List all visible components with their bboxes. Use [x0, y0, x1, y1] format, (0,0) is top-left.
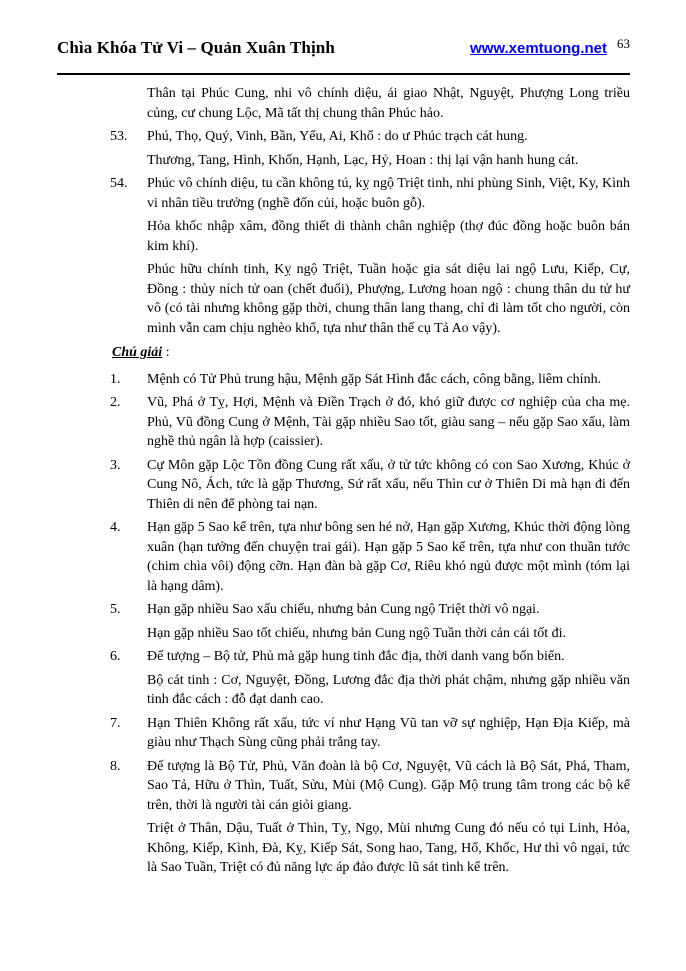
- document-body: [110, 84, 630, 882]
- paragraph-text: Hạn Thiên Không rất xấu, tức ví như Hạng Vũ tan vỡ sự nghiệp, Hạn Địa Kiếp, mà giàu như Thạch Sùng cũng phải trắng tay.: [147, 715, 630, 750]
- header-right: [470, 36, 630, 57]
- upper-section: [110, 84, 630, 338]
- page-number: 63: [617, 36, 630, 51]
- item-number: 53.: [110, 129, 128, 144]
- item-number: 54.: [110, 176, 128, 191]
- notes-section: [110, 370, 630, 878]
- paragraph-text: Cự Môn gặp Lộc Tồn đồng Cung rất xấu, ở tử tức không có con Sao Xương, Khúc ở Cung Nô, Ách, tức là gặp Thương, Sứ rất xấu, nếu Thìn cư ở Thiên Di mà hạn đi đến Thiên di nên để phòng tai nạn.: [147, 457, 630, 512]
- paragraph: [147, 819, 630, 878]
- website-link[interactable]: www.xemtuong.net: [470, 40, 607, 57]
- item-number: 6.: [110, 649, 121, 664]
- book-title: Chìa Khóa Tử Vi – Quản Xuân Thịnh: [57, 38, 335, 57]
- paragraph: [147, 624, 630, 644]
- paragraph-text: Hạn gặp 5 Sao kể trên, tựa như bông sen hé nở, Hạn gặp Xương, Khúc thời động lòng xuân (hạn tưởng đến chuyện trai gái). Hạn gặp 5 Sao kể trên, tựa như con thuần tước (chim chìa vôi) động cỡn. Hạn đàn bà gặp Cơ, Riêu khó ngủ được một mình (tóm lại là hạng dâm).: [147, 520, 630, 594]
- item-number: 3.: [110, 457, 121, 473]
- item-number: 4.: [110, 520, 121, 535]
- paragraph-text: Thân tại Phúc Cung, nhi vô chính diệu, ái giao Nhật, Nguyệt, Phượng Long triều củng, cư chung Lộc, Mã tất thị chung thân Phúc hảo.: [147, 86, 630, 121]
- paragraph: [147, 84, 630, 123]
- paragraph-text: Thương, Tang, Hình, Khốn, Hạnh, Lạc, Hỷ, Hoan : thị lại vận hanh hung cát.: [147, 152, 579, 168]
- paragraph-text: Hỏa khốc nhập xâm, đồng thiết di thành chân nghiệp (thợ đúc đồng hoặc buôn bán kim khí).: [147, 219, 630, 254]
- paragraph-text: Đế tượng – Bộ tử, Phủ mà gặp hung tinh đắc địa, thời danh vang bốn biển.: [147, 649, 565, 664]
- numbered-item: [110, 647, 630, 667]
- paragraph: [147, 217, 630, 256]
- section-heading-label: Chú giải: [112, 345, 163, 360]
- section-heading: [112, 343, 630, 363]
- page-header: [57, 38, 630, 58]
- numbered-item: [110, 757, 630, 816]
- item-number: 8.: [110, 758, 121, 774]
- paragraph-text: Mệnh có Tử Phủ trung hậu, Mệnh gặp Sát Hình đắc cách, công bằng, liêm chính.: [147, 371, 602, 387]
- numbered-item: [110, 518, 630, 596]
- paragraph-text: Phúc vô chính diệu, tu cần không tú, kỵ ngộ Triệt tinh, nhi phùng Sinh, Việt, Ky, Kình vi nhân tiều trưởng (nghề đốn củi, hoặc buôn gỗ).: [147, 176, 630, 211]
- numbered-item: [110, 174, 630, 213]
- paragraph-text: Hạn gặp nhiều Sao xấu chiếu, nhưng bản Cung ngộ Triệt thời vô ngại.: [147, 602, 540, 617]
- numbered-item: [110, 714, 630, 753]
- paragraph-text: Phú, Thọ, Quý, Vinh, Bần, Yểu, Ai, Khổ : do ư Phúc trạch cát hung.: [147, 129, 528, 144]
- paragraph-text: Đế tượng là Bộ Tử, Phủ, Văn đoàn là bộ Cơ, Nguyệt, Vũ cách là Bộ Sát, Phá, Tham, Sao Tả, Hữu ở Thìn, Tuất, Sửu, Mùi (Mộ Cung). Gặp Mộ trung tâm trong các bộ kể trên, thời là người tài cán giỏi giang.: [147, 758, 630, 813]
- paragraph-text: Vũ, Phá ở Tỵ, Hợi, Mệnh và Điền Trạch ở đó, khó giữ được cơ nghiệp của cha mẹ. Phủ, Vũ đồng Cung ở Mệnh, Tài gặp nhiều Sao tốt, giàu sang – nếu gặp Sao xấu, làm nghề thủ ngân là hợp (caissier).: [147, 395, 630, 449]
- paragraph-text: Phúc hữu chính tinh, Kỵ ngộ Triệt, Tuần hoặc gia sát diệu lai ngộ Lưu, Kiếp, Cự, Đồng : thủy ních tử oan (chết đuối), Phượng, Lương hoan ngộ : chung thân du tử hư vô (có tài nhưng không gặp thời, chung thân lang thang, chỉ đi làm tốt cho người, còn mình vẫn cam chịu nghèo khổ, tựa như thân thế cụ Tả Ao vậy).: [147, 262, 630, 336]
- item-number: 1.: [110, 371, 121, 387]
- paragraph-text: Triệt ở Thân, Dậu, Tuất ở Thìn, Tỵ, Ngọ, Mùi nhưng Cung đó nếu có tụi Linh, Hỏa, Không, Kiếp, Kình, Đà, Kỵ, Kiếp Sát, Song hao, Tang, Hổ, Khốc, Hư thì vô ngại, tức là Sao Tuần, Triệt có đủ năng lực áp đảo được lũ sát tinh kể trên.: [147, 821, 630, 875]
- numbered-item: [110, 456, 630, 515]
- numbered-item: [110, 370, 630, 390]
- numbered-item: [110, 600, 630, 620]
- header-divider: [57, 73, 630, 75]
- item-number: 2.: [110, 395, 121, 410]
- paragraph: [147, 151, 630, 171]
- numbered-item: [110, 393, 630, 452]
- numbered-item: [110, 127, 630, 147]
- paragraph-text: Bộ cát tinh : Cơ, Nguyệt, Đồng, Lương đắc địa thời phát chậm, nhưng gặp nhiều văn tinh đắc cách : đỗ đạt danh cao.: [147, 672, 630, 707]
- paragraph: [147, 260, 630, 338]
- item-number: 7.: [110, 715, 121, 731]
- section-heading-suffix: :: [162, 345, 170, 360]
- item-number: 5.: [110, 602, 121, 617]
- paragraph: [147, 671, 630, 710]
- paragraph-text: Hạn gặp nhiều Sao tốt chiếu, nhưng bản Cung ngộ Tuần thời cản cái tốt đi.: [147, 625, 566, 641]
